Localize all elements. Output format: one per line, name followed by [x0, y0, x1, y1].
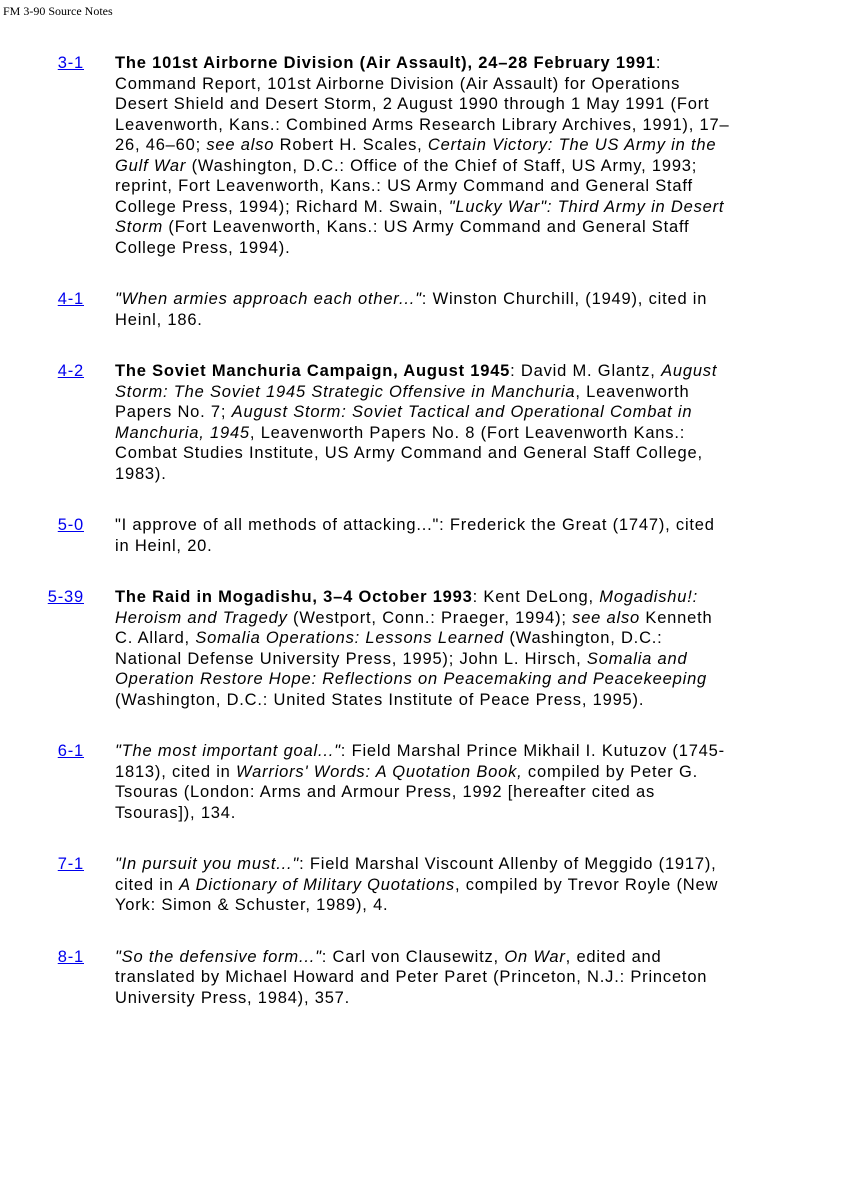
note-text-segment: , Leavenworth Papers No. 8 (Fort Leavenworth Kans.: Combat Studies Institute, US Army Command and General Staff College, 1983). — [115, 423, 703, 483]
note-text-segment: : Field Marshal Prince Mikhail I. Kutuzov (1745-1813), cited in — [115, 742, 725, 781]
note-text — [115, 741, 730, 823]
source-note — [0, 741, 846, 823]
note-text-segment: (Westport, Conn.: Praeger, 1994); — [287, 608, 573, 627]
note-text-segment: : David M. Glantz, — [510, 362, 662, 380]
note-italic-text: A Dictionary of Military Quotations — [179, 875, 455, 894]
note-italic-text: "The most important goal..." — [115, 742, 341, 760]
note-italic-text: Certain Victory: The US Army in the Gulf War — [115, 136, 717, 175]
note-text-segment: Robert H. Scales, — [274, 136, 428, 154]
note-text — [115, 289, 730, 330]
note-italic-text: "When armies approach each other..." — [115, 290, 422, 308]
note-italic-text: see also — [206, 136, 275, 154]
note-text-segment: , Leavenworth Papers No. 7; — [115, 382, 690, 421]
note-italic-text: Mogadishu!: Heroism and Tragedy — [115, 588, 698, 627]
note-italic-text: August Storm: The Soviet 1945 Strategic Offensive in Manchuria — [115, 362, 718, 401]
note-reference-link[interactable]: 5-0 — [57, 516, 84, 534]
note-italic-text: Warriors' Words: A Quotation Book, — [236, 762, 523, 781]
source-note — [0, 361, 846, 484]
note-italic-text: August Storm: Soviet Tactical and Operational Combat in Manchuria, 1945 — [115, 403, 693, 442]
note-italic-text: "In pursuit you must..." — [115, 855, 300, 873]
note-title: The Soviet Manchuria Campaign, August 1945 — [115, 362, 511, 380]
note-text-segment: (Washington, D.C.: Office of the Chief of Staff, US Army, 1993; reprint, Fort Leavenworth, Kans.: US Army Command and General Staff College Press, 1994); Richard M. Swain, — [115, 156, 698, 216]
note-reference-link[interactable]: 4-1 — [57, 290, 84, 308]
note-reference-link[interactable]: 3-1 — [57, 54, 84, 72]
note-text-segment: , compiled by Trevor Royle (New York: Simon & Schuster, 1989), 4. — [115, 875, 719, 914]
source-note — [0, 515, 846, 556]
note-text-segment: : Winston Churchill, (1949), cited in Heinl, 186. — [115, 290, 708, 329]
note-text-segment: compiled by Peter G. Tsouras (London: Arms and Armour Press, 1992 [hereafter cited as Tsouras]), 134. — [115, 762, 698, 822]
note-title: The Raid in Mogadishu, 3–4 October 1993 — [115, 588, 473, 606]
note-text-segment: : Carl von Clausewitz, — [321, 947, 505, 966]
note-text — [115, 587, 730, 710]
note-text-segment: (Fort Leavenworth, Kans.: US Army Command and General Staff College Press, 1994). — [115, 218, 690, 257]
note-reference-link[interactable]: 4-2 — [57, 362, 84, 380]
note-reference-link[interactable]: 5-39 — [47, 588, 84, 606]
note-text — [115, 854, 730, 916]
note-text-segment: : Kent DeLong, — [472, 588, 600, 606]
note-italic-text: "So the defensive form..." — [115, 947, 322, 966]
note-reference-link[interactable]: 7-1 — [57, 855, 84, 873]
note-text-segment: Kenneth C. Allard, — [115, 608, 713, 647]
note-italic-text: "Lucky War": Third Army in Desert Storm — [115, 197, 725, 236]
note-text — [115, 53, 730, 258]
page-header-title: FM 3-90 Source Notes — [3, 4, 113, 18]
note-italic-text: see also — [572, 608, 640, 627]
note-italic-text: Somalia Operations: Lessons Learned — [195, 629, 504, 647]
note-text — [115, 515, 730, 556]
source-note — [0, 289, 846, 330]
source-notes-list — [0, 53, 846, 1039]
note-italic-text: On War — [504, 947, 566, 966]
note-title: The 101st Airborne Division (Air Assault), 24–28 February 1991 — [115, 54, 656, 72]
source-note — [0, 53, 846, 258]
note-reference-link[interactable]: 8-1 — [57, 947, 84, 966]
source-note — [0, 587, 846, 710]
note-text — [115, 361, 730, 484]
note-text — [115, 947, 730, 1009]
source-note — [0, 854, 846, 916]
note-text-segment: "I approve of all methods of attacking...": Frederick the Great (1747), cited in Heinl, 20. — [115, 516, 715, 555]
note-reference-link[interactable]: 6-1 — [57, 742, 84, 760]
note-text-segment: : Command Report, 101st Airborne Division (Air Assault) for Operations Desert Shield and Desert Storm, 2 August 1990 through 1 May 1991 (Fort Leavenworth, Kans.: Combined Arms Research Library Archives, 1991), 17–26, 46–60; — [115, 54, 730, 154]
note-italic-text: Somalia and Operation Restore Hope: Reflections on Peacemaking and Peacekeeping — [115, 649, 708, 688]
note-text-segment: (Washington, D.C.: National Defense University Press, 1995); John L. Hirsch, — [115, 629, 663, 668]
source-note — [0, 947, 846, 1009]
note-text-segment: (Washington, D.C.: United States Institute of Peace Press, 1995). — [115, 690, 645, 709]
note-text-segment: , edited and translated by Michael Howard and Peter Paret (Princeton, N.J.: Princeton University Press, 1984), 357. — [115, 947, 708, 1007]
note-text-segment: : Field Marshal Viscount Allenby of Meggido (1917), cited in — [115, 855, 717, 894]
